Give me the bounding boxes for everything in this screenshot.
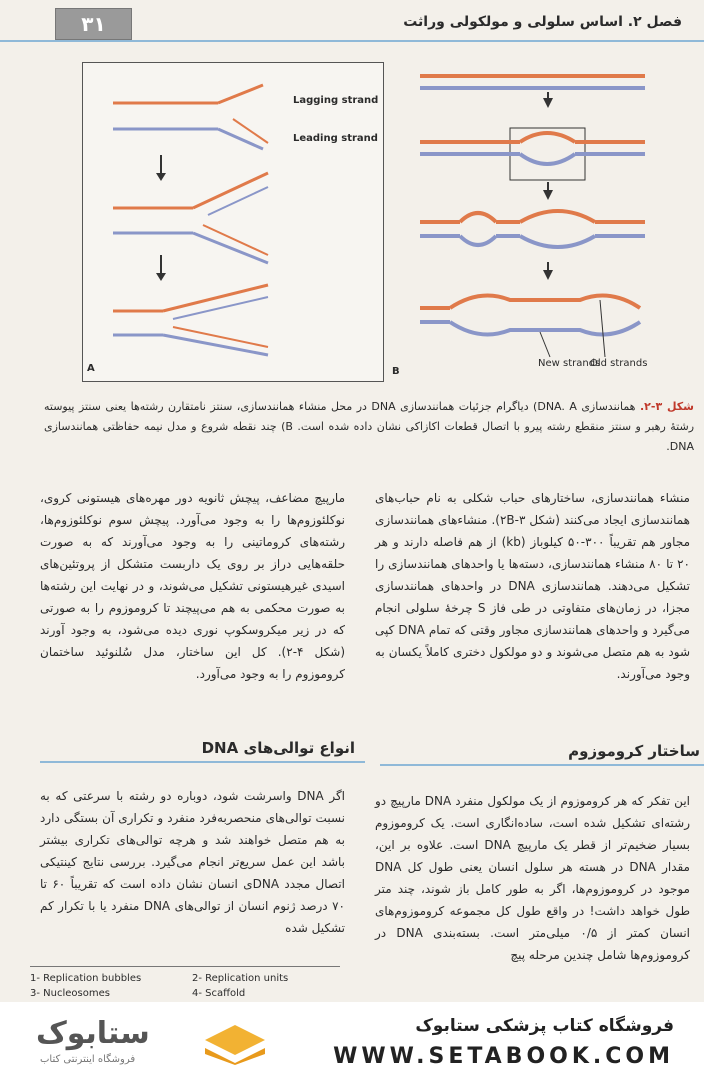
left-column-paragraph: مارپیچ مضاعف، پیچش ثانویه دور مهره‌های هیستونی کروی، نوکلئوزوم‌ها را به وجود می‌آورد. پیچش سوم نوکلئوزوم‌ها، رشته‌های کروماتینی را به وجود می‌آورند که به صورت حلقه‌هایی دراز بر روی یک داربست متشکل از پروتئین‌های اسیدی غیرهیستونی تشکیل می‌شوند، و در نهایت این رشته‌ها به صورت محکمی به هم می‌پیچند تا کروموزوم را به صورتی که در زیر میکروسکوپ نوری دیده می‌شود، به وجود آورند (شکل ۴-۲). کل این ساختار، مدل سُلنوئید ساختمان کروموزوم را به وجود می‌آورد. bbox=[40, 491, 346, 681]
leading-strand-label: Leading strand bbox=[293, 133, 378, 144]
replication-fork-diagram bbox=[83, 63, 383, 381]
book-logo-icon bbox=[200, 1020, 270, 1065]
footnote-3: 3- Nucleosomes bbox=[30, 988, 110, 999]
figure-panel-b bbox=[392, 62, 655, 382]
footnote-1: 1- Replication bubbles bbox=[30, 973, 142, 984]
brand-tagline: فروشگاه اینترنتی کتاب bbox=[40, 1054, 136, 1065]
figure-caption bbox=[44, 397, 694, 457]
page-header bbox=[0, 0, 704, 42]
footnotes bbox=[30, 966, 340, 1001]
section-heading-chromosome-structure: ساختار کروموزوم bbox=[380, 738, 704, 766]
panel-b-label: B bbox=[392, 366, 400, 377]
old-strands-label: Old strands bbox=[590, 358, 648, 369]
figure-panel-a bbox=[82, 62, 384, 382]
shop-url: WWW.SETABOOK.COM bbox=[333, 1044, 674, 1069]
footnote-2: 2- Replication units bbox=[192, 973, 289, 984]
section-heading-dna-sequence-types: انواع توالی‌های DNA bbox=[40, 735, 365, 763]
shop-name: فروشگاه کتاب پزشکی ستابوک bbox=[415, 1016, 674, 1036]
brand-logo-text: ستابوک bbox=[36, 1016, 150, 1051]
chapter-title: فصل ۲. اساس سلولی و مولکولی وراثت bbox=[403, 14, 682, 30]
dna-sequence-paragraph: اگر DNA واسرشت شود، دوباره دو رشته با سرعتی که به نسبت توالی‌های منحصربه‌فرد منفرد و تکراری آن بستگی دارد به هم متصل خواهند شد و هرچه توالی‌های تکراری بیشتر باشد این عمل سریع‌تر انجام می‌گیرد. بررسی نتایج کینتیکی اتصال مجدد DNAی انسان نشان داده است که تقریباً ۶۰ تا ۷۰ درصد ژنوم انسان از توالی‌های DNA منفرد یا با تکرار کم تشکیل شده bbox=[40, 789, 346, 935]
lagging-strand-label: Lagging strand bbox=[293, 95, 379, 106]
panel-a-label: A bbox=[87, 363, 95, 374]
publisher-banner bbox=[0, 1002, 704, 1080]
right-column-paragraph: منشاء همانندسازی، ساختارهای حباب شکلی به نام حباب‌های همانندسازی ایجاد می‌کنند (شکل ۳-۲B). منشاءهای همانندسازی مجاور هم تقریباً ۳۰۰-۵۰ کیلوباز (kb) از هم فاصله دارند و هر ۲۰ تا ۸۰ منشاء همانندسازی، دسته‌ها یا واحدهای همانندسازی را تشکیل می‌دهند. همانندسازی DNA در واحدهای همانندسازی مجزا، در زمان‌های متفاوتی در طی فاز S چرخهٔ سلولی انجام می‌گیرد و واحدهای همانندسازی مجاور وقتی که تمام DNA کپی شود به هم متصل می‌شوند و دو مولکول دختری کاملاً یکسان به وجود می‌آورند. bbox=[375, 491, 691, 681]
page-number: ۳۱ bbox=[55, 8, 132, 40]
caption-text: همانندسازی DNA. A) دیاگرام جزئیات همانندسازی DNA در محل منشاء همانندسازی، سنتز نامتقارن رشته‌ها یعنی سنتز پیوسته رشتهٔ رهبر و سنتز منقطع رشته پیرو با اتصال قطعات اکازاکی نشان داده شده است. B) چند نقطه شروع و مدل نیمه حفاظتی همانندسازی DNA. bbox=[44, 400, 695, 453]
replication-bubbles-diagram bbox=[410, 62, 655, 382]
chromosome-structure-paragraph: این تفکر که هر کروموزوم از یک مولکول منفرد DNA مارپیچ دو رشته‌ای تشکیل شده است، ساده‌انگاری است. یک کروموزوم بسیار ضخیم‌تر از قطر یک مارپیچ DNA است. علاوه بر این، مقدار DNA در هسته هر سلول انسان یعنی طول کل DNA موجود در کروموزوم‌ها، اگر به طور کامل باز شوند، چند متر طول خواهد داشت! در واقع طول کل مجموعه کروموزوم‌های انسان کمتر از ۰/۵ میلی‌متر است. بسته‌بندی DNA در کروموزوم‌ها شامل چندین مرحله پیچ bbox=[375, 794, 691, 962]
caption-label: شکل ۳-۲. bbox=[639, 400, 694, 413]
new-strands-label: New strands bbox=[538, 358, 601, 369]
footnote-4: 4- Scaffold bbox=[192, 988, 246, 999]
